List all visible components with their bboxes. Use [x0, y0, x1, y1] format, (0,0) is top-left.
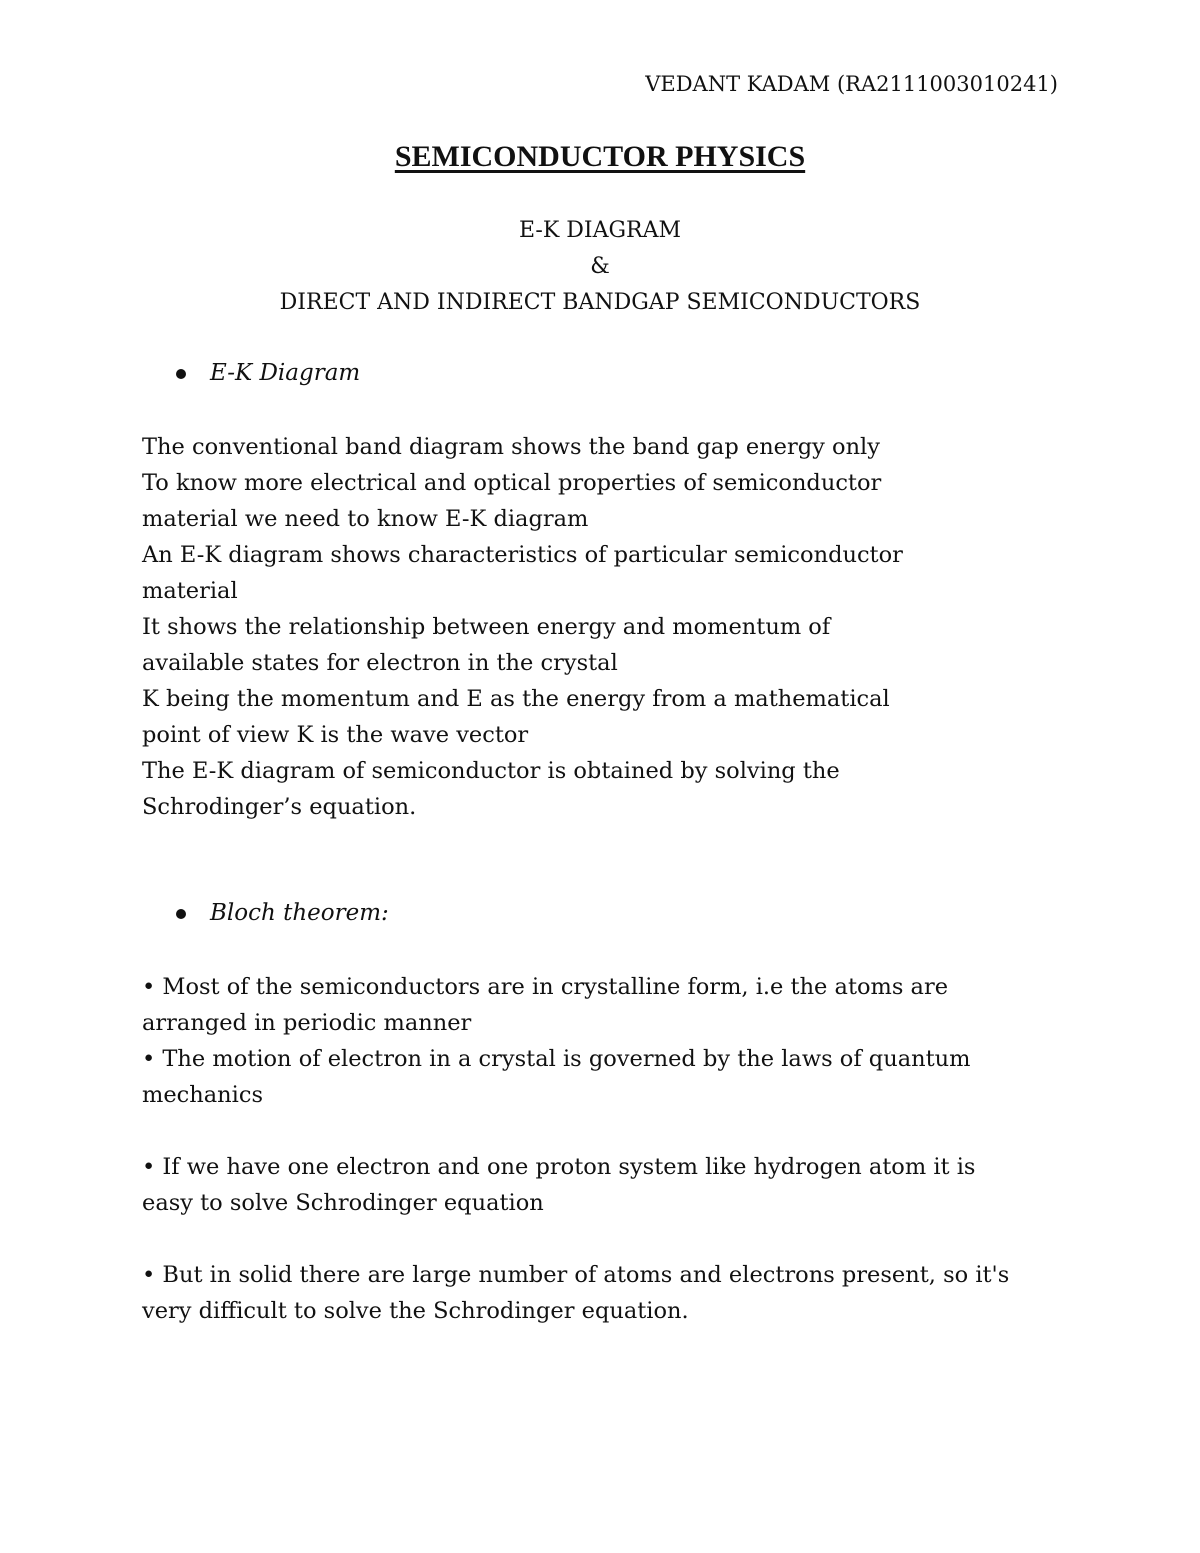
body-line: very difficult to solve the Schrodinger equation. — [142, 1298, 689, 1324]
body-line: arranged in periodic manner — [142, 1010, 472, 1036]
body-line: • Most of the semiconductors are in crystalline form, i.e the atoms are — [142, 974, 949, 1000]
body-line: The conventional band diagram shows the band gap energy only — [142, 434, 880, 460]
bullet-icon — [176, 909, 186, 919]
section-heading-text: E-K Diagram — [210, 360, 361, 386]
author-header: VEDANT KADAM (RA2111003010241) — [645, 72, 1058, 96]
subtitle-line-2: & — [590, 254, 610, 279]
section-heading-text: Bloch theorem: — [210, 900, 389, 926]
body-line: The E-K diagram of semiconductor is obtained by solving the — [142, 758, 840, 784]
body-line: Schrodinger’s equation. — [142, 794, 417, 820]
body-line: point of view K is the wave vector — [142, 722, 529, 748]
body-line: • If we have one electron and one proton system like hydrogen atom it is — [142, 1154, 976, 1180]
section-heading-ek-diagram — [176, 360, 360, 386]
body-line: available states for electron in the crystal — [142, 650, 618, 676]
subtitle-line-3: DIRECT AND INDIRECT BANDGAP SEMICONDUCTORS — [279, 290, 921, 315]
subtitle-line-1: E-K DIAGRAM — [518, 218, 682, 243]
body-line: It shows the relationship between energy and momentum of — [142, 614, 831, 640]
body-line: material — [142, 578, 238, 604]
bullet-icon — [176, 369, 186, 379]
body-line: • But in solid there are large number of atoms and electrons present, so it's — [142, 1262, 1010, 1288]
section-heading-bloch-theorem — [176, 900, 389, 926]
page-title: SEMICONDUCTOR PHYSICS — [394, 140, 806, 173]
body-line: An E-K diagram shows characteristics of particular semiconductor — [142, 542, 903, 568]
body-line: mechanics — [142, 1082, 263, 1108]
body-line: • The motion of electron in a crystal is governed by the laws of quantum — [142, 1046, 971, 1072]
body-line: K being the momentum and E as the energy from a mathematical — [142, 686, 890, 712]
body-line: material we need to know E-K diagram — [142, 506, 589, 532]
body-line: To know more electrical and optical properties of semiconductor — [142, 470, 882, 496]
body-line: easy to solve Schrodinger equation — [142, 1190, 544, 1216]
